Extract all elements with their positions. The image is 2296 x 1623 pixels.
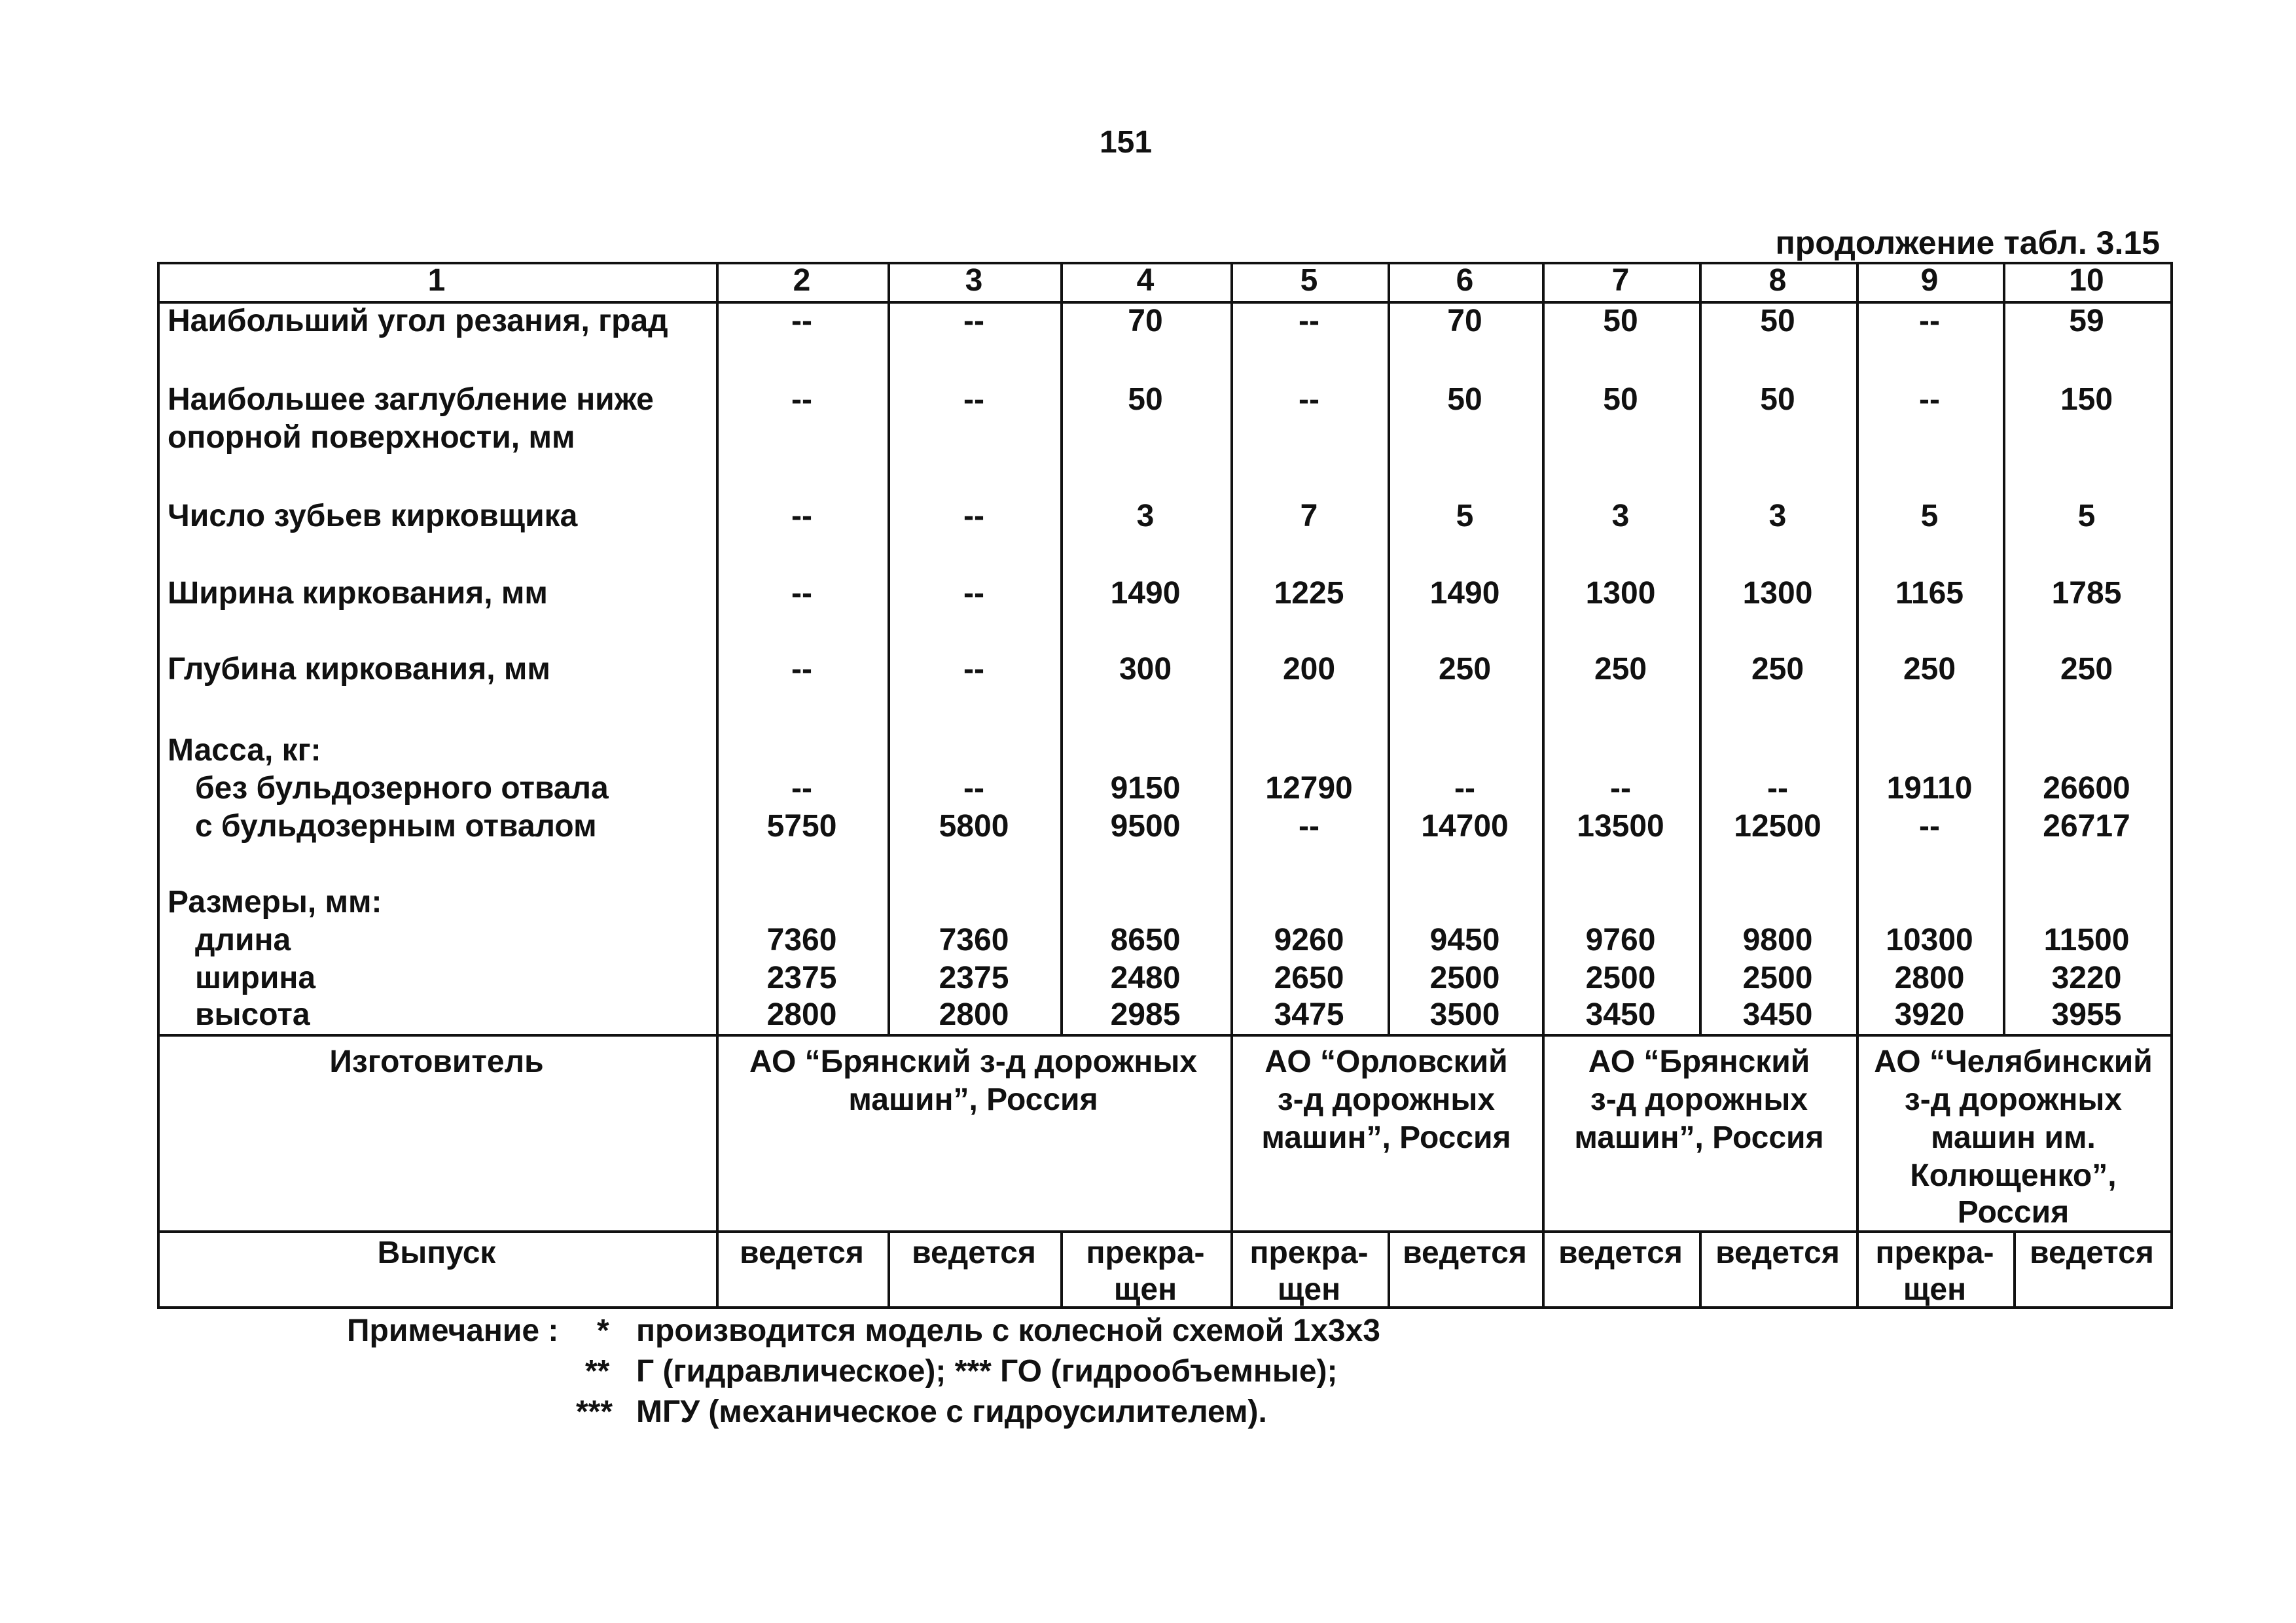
row-label-max-depth-line1: Наибольшее заглубление ниже (168, 382, 654, 417)
value-cell: -- (791, 771, 812, 806)
manufacturer-group-chelyabinsk-line5: Россия (1957, 1195, 2070, 1230)
note-mark: *** (576, 1395, 613, 1429)
value-cell: 1165 (1895, 576, 1964, 611)
value-cell: 7360 (939, 923, 1009, 957)
value-cell: 250 (1438, 652, 1492, 687)
value-cell: 50 (1760, 382, 1795, 417)
value-cell: 5 (1456, 499, 1474, 533)
value-cell: 300 (1119, 652, 1172, 687)
row-label-width: ширина (195, 961, 316, 995)
value-cell: 9150 (1110, 771, 1181, 806)
row-label-cutting-angle: Наибольший угол резания, град (168, 304, 668, 338)
value-cell: -- (1299, 809, 1319, 844)
header-cell: 8 (1768, 263, 1787, 298)
value-cell: 3920 (1894, 997, 1965, 1032)
row-label-mass: Масса, кг: (168, 733, 321, 768)
row-label-dimensions: Размеры, мм: (168, 885, 382, 919)
value-cell: 2650 (1274, 961, 1344, 995)
production-label: Выпуск (377, 1236, 496, 1270)
value-cell: 8650 (1110, 923, 1181, 957)
value-cell: 250 (1751, 652, 1804, 687)
production-status: щен (1903, 1272, 1967, 1307)
manufacturer-group-chelyabinsk-line4: Колющенко”, (1910, 1158, 2117, 1193)
value-cell: 2800 (1894, 961, 1965, 995)
col-divider (2003, 262, 2005, 1034)
value-cell: 150 (2060, 382, 2113, 417)
note-mark: * (597, 1313, 609, 1348)
value-cell: 14700 (1421, 809, 1509, 844)
value-cell: 70 (1128, 304, 1163, 338)
value-cell: 1225 (1274, 576, 1344, 611)
value-cell: 5750 (766, 809, 837, 844)
table-border-right (2170, 262, 2173, 1309)
manufacturer-group-bryansk-1-line1: АО “Брянский з-д дорожных (749, 1044, 1198, 1079)
header-cell: 4 (1136, 263, 1155, 298)
value-cell: -- (791, 499, 812, 533)
value-cell: 19110 (1886, 771, 1973, 806)
value-cell: 2480 (1110, 961, 1181, 995)
note-text: МГУ (механическое с гидроусилителем). (636, 1395, 1267, 1429)
manufacturer-group-orel-line3: машин”, Россия (1261, 1120, 1511, 1155)
value-cell: 9760 (1585, 923, 1656, 957)
value-cell: 2375 (939, 961, 1009, 995)
value-cell: 9800 (1742, 923, 1813, 957)
value-cell: 2500 (1742, 961, 1813, 995)
data-bottom-divider (157, 1034, 2173, 1037)
manufacturer-group-chelyabinsk-line3: машин им. (1931, 1120, 2096, 1155)
page-number: 151 (1099, 125, 1153, 160)
production-status: прекра- (1875, 1236, 1994, 1270)
row-label-mass-without-blade: без бульдозерного отвала (195, 771, 609, 806)
header-cell: 9 (1920, 263, 1939, 298)
production-status: прекра- (1249, 1236, 1369, 1270)
value-cell: 2800 (939, 997, 1009, 1032)
value-cell: 200 (1282, 652, 1336, 687)
row-label-ripping-width: Ширина киркования, мм (168, 576, 548, 611)
value-cell: -- (963, 576, 984, 611)
value-cell: -- (791, 382, 812, 417)
manufacturer-group-orel-line1: АО “Орловский (1265, 1044, 1508, 1079)
value-cell: 10300 (1886, 923, 1973, 957)
header-cell: 10 (2069, 263, 2104, 298)
value-cell: -- (791, 576, 812, 611)
value-cell: -- (1299, 304, 1319, 338)
value-cell: 13500 (1577, 809, 1664, 844)
manufacturer-group-bryansk-2-line2: з-д дорожных (1590, 1082, 1808, 1117)
value-cell: 11500 (2043, 923, 2130, 957)
value-cell: 5800 (939, 809, 1009, 844)
value-cell: -- (1454, 771, 1475, 806)
value-cell: 3475 (1274, 997, 1344, 1032)
header-cell: 5 (1300, 263, 1318, 298)
production-status: прекра- (1086, 1236, 1205, 1270)
value-cell: -- (1610, 771, 1631, 806)
value-cell: 250 (1903, 652, 1956, 687)
table-border-left (157, 262, 160, 1309)
note-mark: ** (585, 1354, 610, 1389)
value-cell: -- (791, 304, 812, 338)
col-divider (888, 262, 890, 1034)
value-cell: 9450 (1429, 923, 1500, 957)
value-cell: 5 (1920, 499, 1939, 533)
row-label-ripping-depth: Глубина киркования, мм (168, 652, 550, 687)
value-cell: 9260 (1274, 923, 1344, 957)
manufacturer-group-bryansk-1-line2: машин”, Россия (848, 1082, 1098, 1117)
note-text: производится модель с колесной схемой 1х3х3 (636, 1313, 1380, 1348)
production-status: щен (1277, 1272, 1341, 1307)
value-cell: -- (963, 499, 984, 533)
value-cell: 2375 (766, 961, 837, 995)
value-cell: 1490 (1110, 576, 1181, 611)
value-cell: -- (963, 382, 984, 417)
manufacturer-group-chelyabinsk-line1: АО “Челябинский (1874, 1044, 2153, 1079)
manufacturer-group-bryansk-2-line1: АО “Брянский (1588, 1044, 1810, 1079)
value-cell: 3955 (2051, 997, 2122, 1032)
value-cell: 5 (2077, 499, 2096, 533)
value-cell: 50 (1447, 382, 1482, 417)
production-status: ведется (1558, 1236, 1683, 1270)
value-cell: 250 (1594, 652, 1647, 687)
value-cell: 9500 (1110, 809, 1181, 844)
note-text: Г (гидравлическое); *** ГО (гидрообъемные); (636, 1354, 1338, 1389)
col-divider (1060, 262, 1063, 1034)
value-cell: 7 (1300, 499, 1318, 533)
value-cell: 250 (2060, 652, 2113, 687)
manufacturer-group-orel-line2: з-д дорожных (1277, 1082, 1496, 1117)
value-cell: 3 (1136, 499, 1155, 533)
value-cell: -- (1919, 809, 1940, 844)
value-cell: 70 (1447, 304, 1482, 338)
manufacturer-group-chelyabinsk-line2: з-д дорожных (1904, 1082, 2123, 1117)
production-status: ведется (2030, 1236, 2154, 1270)
value-cell: -- (963, 652, 984, 687)
header-cell: 2 (793, 263, 811, 298)
value-cell: 26717 (2043, 809, 2130, 844)
value-cell: 3 (1768, 499, 1787, 533)
value-cell: 3 (1611, 499, 1630, 533)
value-cell: -- (1767, 771, 1788, 806)
col-divider (1699, 262, 1702, 1034)
value-cell: 2985 (1110, 997, 1181, 1032)
production-status: ведется (1403, 1236, 1527, 1270)
header-cell: 3 (965, 263, 983, 298)
value-cell: 50 (1760, 304, 1795, 338)
value-cell: 3500 (1429, 997, 1500, 1032)
value-cell: 50 (1603, 382, 1638, 417)
value-cell: 12500 (1734, 809, 1821, 844)
value-cell: 2800 (766, 997, 837, 1032)
value-cell: 1490 (1429, 576, 1500, 611)
manufacturer-label: Изготовитель (329, 1044, 544, 1079)
specification-table (157, 262, 2173, 1309)
value-cell: 1300 (1742, 576, 1813, 611)
row-label-height: высота (195, 997, 310, 1032)
value-cell: 1785 (2051, 576, 2122, 611)
manufacturer-group-bryansk-2-line3: машин”, Россия (1574, 1120, 1824, 1155)
table-continuation-caption: продолжение табл. 3.15 (1775, 224, 2160, 261)
value-cell: -- (1299, 382, 1319, 417)
value-cell: -- (791, 652, 812, 687)
row-label-teeth-count: Число зубьев кирковщика (168, 499, 578, 533)
value-cell: 50 (1128, 382, 1163, 417)
value-cell: 59 (2069, 304, 2104, 338)
header-cell: 1 (427, 263, 446, 298)
col-divider (1388, 262, 1390, 1034)
production-status: щен (1113, 1272, 1177, 1307)
row-label-mass-with-blade: с бульдозерным отвалом (195, 809, 597, 844)
value-cell: -- (963, 771, 984, 806)
row-label-length: длина (195, 923, 291, 957)
note-prefix: Примечание : (347, 1313, 559, 1348)
value-cell: 50 (1603, 304, 1638, 338)
value-cell: 26600 (2043, 771, 2130, 806)
value-cell: -- (1919, 304, 1940, 338)
header-cell: 7 (1611, 263, 1630, 298)
value-cell: 1300 (1585, 576, 1656, 611)
value-cell: 3220 (2051, 961, 2122, 995)
value-cell: 3450 (1585, 997, 1656, 1032)
production-status: ведется (740, 1236, 864, 1270)
value-cell: 2500 (1429, 961, 1500, 995)
production-status: ведется (912, 1236, 1036, 1270)
value-cell: 3450 (1742, 997, 1813, 1032)
value-cell: -- (963, 304, 984, 338)
value-cell: 2500 (1585, 961, 1656, 995)
production-status: ведется (1715, 1236, 1840, 1270)
value-cell: 7360 (766, 923, 837, 957)
value-cell: -- (1919, 382, 1940, 417)
header-cell: 6 (1456, 263, 1474, 298)
value-cell: 12790 (1265, 771, 1353, 806)
row-label-max-depth-line2: опорной поверхности, мм (168, 420, 575, 455)
